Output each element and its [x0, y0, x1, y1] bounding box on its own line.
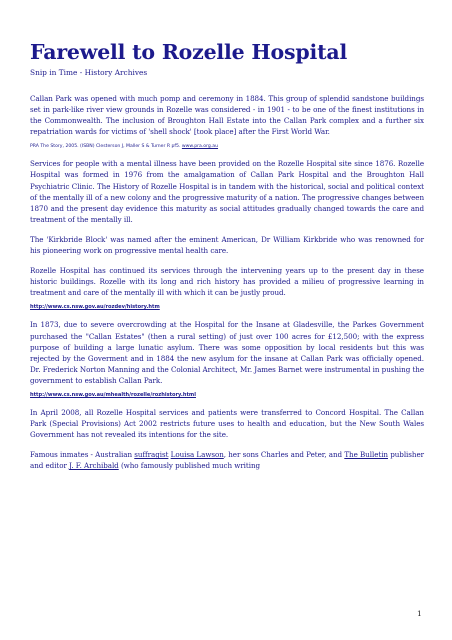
suffragist-link[interactable]: suffragist: [134, 450, 169, 460]
citation-text: PRA The Story, 2005. (ISBN) Clesterson J, Maller S & Turner R pf5.: [30, 144, 181, 150]
the-bulletin-link[interactable]: The Bulletin: [344, 450, 388, 460]
history-link-1[interactable]: http://www.cs.nsw.gov.au/rozdev/history.htm: [30, 304, 160, 311]
page-number: 1: [417, 609, 422, 618]
document-title: Farewell to Rozelle Hospital: [30, 40, 348, 64]
paragraph-kirkbride-block: The 'Kirkbride Block' was named after the eminent American, Dr William Kirkbride who was renowned for his pioneering work on progressive mental health care.: [30, 234, 424, 256]
document-subtitle: Snip in Time - History Archives: [30, 68, 148, 77]
paragraph-callan-park-opening: Callan Park was opened with much pomp and ceremony in 1884. This group of splendid sandstone buildings set in park-like river view grounds in Rozelle was considered - in 1901 - to be one of the finest institutions in the Commonwealth. The inclusion of Broughton Hall Estate into the Callan Park complex and a further six repatriation wards for victims of 'shell shock' [took place] after the First World War.: [30, 94, 424, 137]
paragraph-2008-transfer: In April 2008, all Rozelle Hospital services and patients were transferred to Concord Hospital. The Callan Park (Special Provisions) Act 2002 restricts future uses to health and education, but the New South Wales Government has not revealed its intentions for the site.: [30, 407, 424, 440]
citation: [30, 143, 424, 150]
history-link-2[interactable]: http://www.cs.nsw.gov.au/mhealth/rozelle/rozhistory.html: [30, 391, 196, 398]
inmates-text-a: Famous inmates - Australian: [30, 450, 135, 460]
paragraph-famous-inmates: [30, 449, 424, 471]
paragraph-services-history: Services for people with a mental illness have been provided on the Rozelle Hospital site since 1876. Rozelle Hospital was formed in 1976 from the amalgamation of Callan Park Hospital and the Broughton Hall Psychiatric Clinic. The History of Rozelle Hospital is in tandem with the historical, social and political context of the mentally ill of a new colony and the progressive maturity of a nation. The progressive changes between 1870 and the present day evidence this maturity as social attitudes gradually changed towards the care and treatment of the mentally ill.: [30, 159, 424, 224]
inmates-text-e: (who famously published much writing: [118, 461, 261, 471]
paragraph-continued-services: Rozelle Hospital has continued its services through the intervening years up to the present day in these historic buildings. Rozelle with its long and rich history has provided a milieu of progressive learning in treatment and care of the mentally ill with which it can be justly proud.: [30, 266, 424, 298]
inmates-text-d: publisher and editor: [30, 450, 424, 471]
inmates-text-c: , her sons Charles and Peter, and: [223, 450, 345, 460]
paragraph-1873-purchase: In 1873, due to severe overcrowding at the Hospital for the Insane at Gladesville, the Parkes Government purchased the "Callan Estates" (then a rural setting) of just over 100 acres for £12,500; with the express purpose of building a large lunatic asylum. There was some opposition by local residents but this was rejected by the Goverment and in 1884 the new asylum for the insane at Callan Park was officially opened. Dr. Frederick Norton Manning and the Colonial Architect, Mr. James Barnet were instrumental in pushing the government to establish Callan Park.: [30, 320, 424, 385]
archibald-link[interactable]: J. F. Archibald: [69, 461, 119, 471]
document-content: [30, 40, 424, 471]
louisa-lawson-link[interactable]: Louisa Lawson: [170, 450, 224, 460]
citation-link[interactable]: www.pra.org.au: [181, 144, 219, 150]
